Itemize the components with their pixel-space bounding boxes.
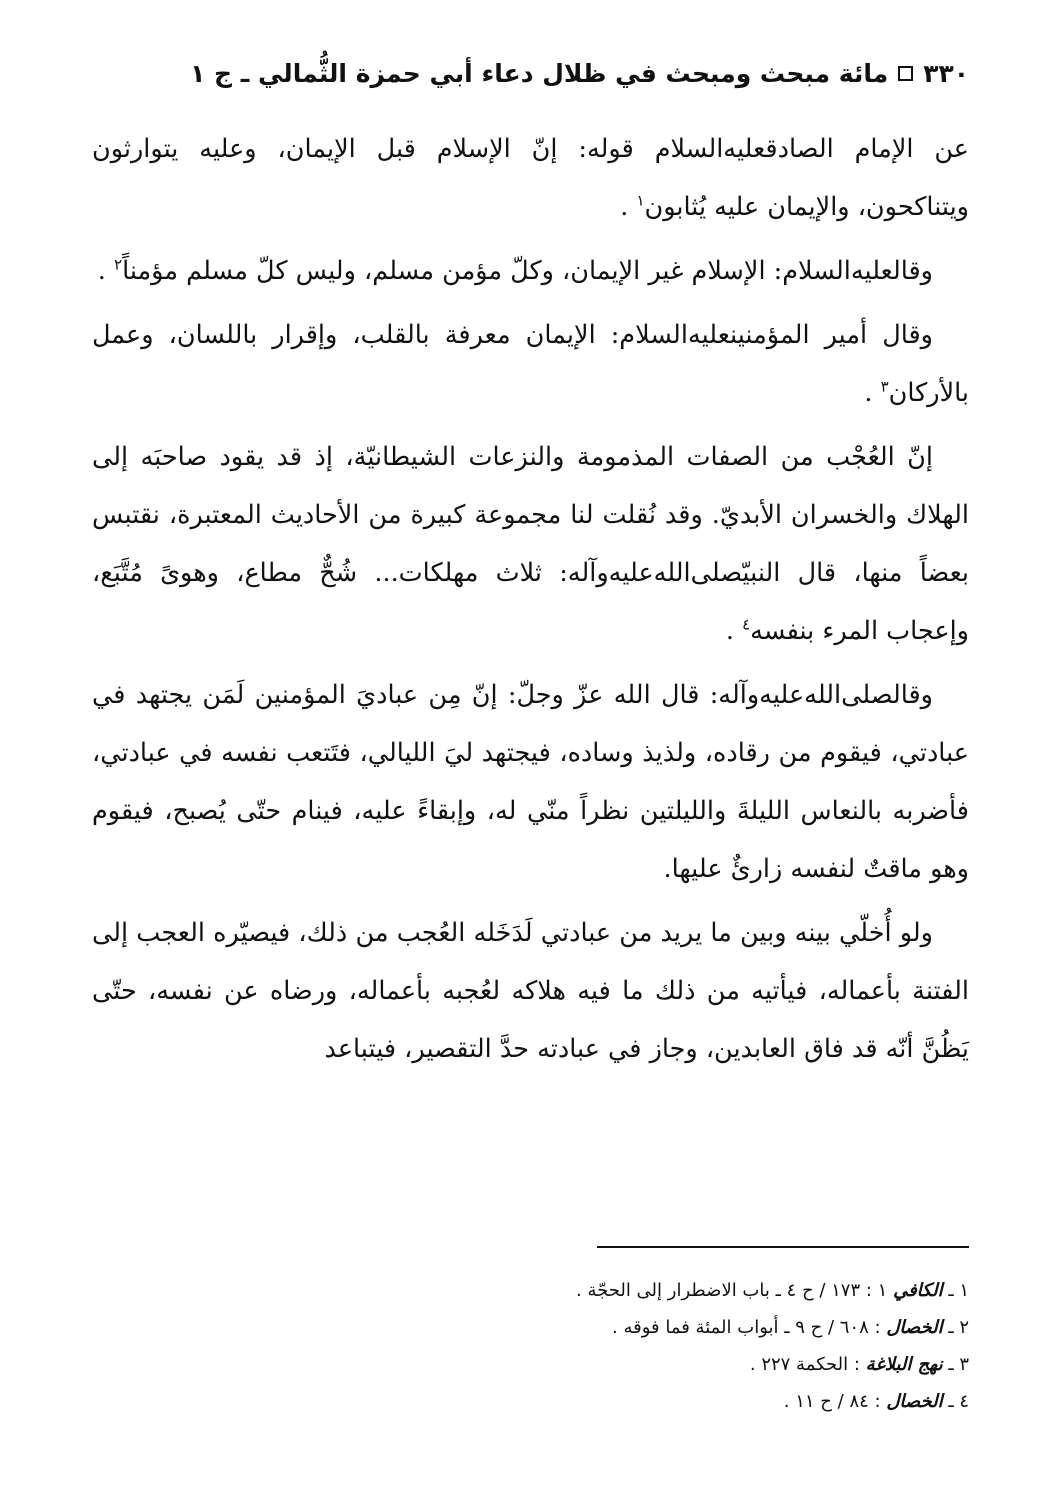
paragraph-2-text: وقالعليه‌السلام: الإسلام غير الإيمان، وكلّ مؤمن مسلم، وليس كلّ مسلم مؤمناً [122,256,933,286]
footnote-number: ٣ ـ [948,1354,969,1375]
footnote-3 [92,1346,969,1383]
book-title: مائة مبحث ومبحث في ظلال دعاء أبي حمزة الثُّمالي ـ ج ١ [190,58,889,88]
footnote-2 [92,1309,969,1346]
paragraph-4-text: إنّ العُجْب من الصفات المذمومة والنزعات الشيطانيّة، إذ قد يقود صاحبَه إلى الهلاك والخسران الأبديّ. وقد نُقلت لنا مجموعة كبيرة من الأحاديث المعتبرة، نقتبس بعضاً منها، قال النبيّصلى‌الله‌عليه‌وآله: ثلاث مهلكات... شُحٌّ مطاع، وهوىً مُتَّبَع، وإعجاب المرء بنفسه [92,442,969,646]
paragraph-4: إنّ العُجْب من الصفات المذمومة والنزعات الشيطانيّة، إذ قد يقود صاحبَه إلى الهلاك والخسران الأبديّ. وقد نُقلت لنا مجموعة كبيرة من الأحاديث المعتبرة، نقتبس بعضاً منها، قال النبيّصلى‌الله‌عليه‌وآله: ثلاث مهلكات... شُحٌّ مطاع، وهوىً مُتَّبَع، وإعجاب المرء بنفسه$^٤$ . [92,442,969,646]
footnote-number: ٢ ـ [948,1317,969,1338]
footnote-number: ٤ ـ [948,1391,969,1412]
paragraph-3-text: وقال أمير المؤمنينعليه‌السلام: الإيمان معرفة بالقلب، وإقرار باللسان، وعمل بالأركان [92,320,969,408]
footnote-reference: : ٨٤ / ح ١١ . [783,1391,881,1412]
footnote-source: الخصال [886,1391,943,1412]
paragraph-1: عن الإمام الصادقعليه‌السلام قوله: إنّ الإسلام قبل الإيمان، وعليه يتوارثون ويتناكحون، والإيمان عليه يُثابون$^١$ . [92,134,969,222]
footnote-marker-2: ٢ [114,255,123,274]
footnote-reference: : الحكمة ٢٢٧ . [749,1354,860,1375]
footnote-4 [92,1383,969,1420]
paragraph-5-text: وقالصلى‌الله‌عليه‌وآله: قال الله عزّ وجلّ: إنّ مِن عباديَ المؤمنين لَمَن يجتهد في عبادتي، فيقوم من رقاده، ولذيذ وساده، فيجتهد ليَ الليالي، فتَتعب نفسه في عبادتي، فأضربه بالنعاس الليلةَ والليلتين نظراً منّي له، وإبقاءً عليه، فينام حتّى يُصبح، فيقوم وهو ماقتٌ لنفسه زارئٌ عليها. [92,680,969,884]
footnote-1 [92,1272,969,1309]
footnote-marker-3: ٣ [880,377,889,396]
page-number: ٣٣٠ [923,58,969,88]
footnote-source: الخصال [886,1317,943,1338]
paragraph-2: وقالعليه‌السلام: الإسلام غير الإيمان، وكلّ مؤمن مسلم، وليس كلّ مسلم مؤمناً$^٢$ . [97,255,933,286]
footnotes [92,1272,969,1420]
paragraph-5 [92,666,969,898]
running-header [92,48,969,98]
footnote-divider [597,1246,969,1248]
footnote-reference: : ٦٠٨ / ح ٩ ـ أبواب المئة فما فوقه . [612,1317,881,1338]
footnote-marker-1: ١ [636,191,645,210]
footnote-reference: ١ : ١٧٣ / ح ٤ ـ باب الاضطرار إلى الحجّة . [576,1280,888,1301]
main-text [92,120,969,1084]
footnote-source: نهج البلاغة [865,1354,943,1375]
footnote-source: الكافي [893,1280,943,1301]
paragraph-1-text: عن الإمام الصادقعليه‌السلام قوله: إنّ الإسلام قبل الإيمان، وعليه يتوارثون ويتناكحون، والإيمان عليه يُثابون [92,134,969,222]
footnote-number: ١ ـ [948,1280,969,1301]
footnote-marker-4: ٤ [742,615,751,634]
paragraph-6-text: ولو أُخلّي بينه وبين ما يريد من عبادتي لَدَخَله العُجب من ذلك، فيصيّره العجب إلى الفتنة بأعماله، فيأتيه من ذلك ما فيه هلاكه لعُجبه بأعماله، ورضاه عن نفسه، حتّى يَظُنَّ أنّه قد فاق العابدين، وجاز في عبادته حدَّ التقصير، فيتباعد [92,918,969,1064]
paragraph-3: وقال أمير المؤمنينعليه‌السلام: الإيمان معرفة بالقلب، وإقرار باللسان، وعمل بالأركان$^٣$ . [92,320,969,408]
square-bullet-icon [898,66,913,81]
paragraph-6 [92,904,969,1078]
